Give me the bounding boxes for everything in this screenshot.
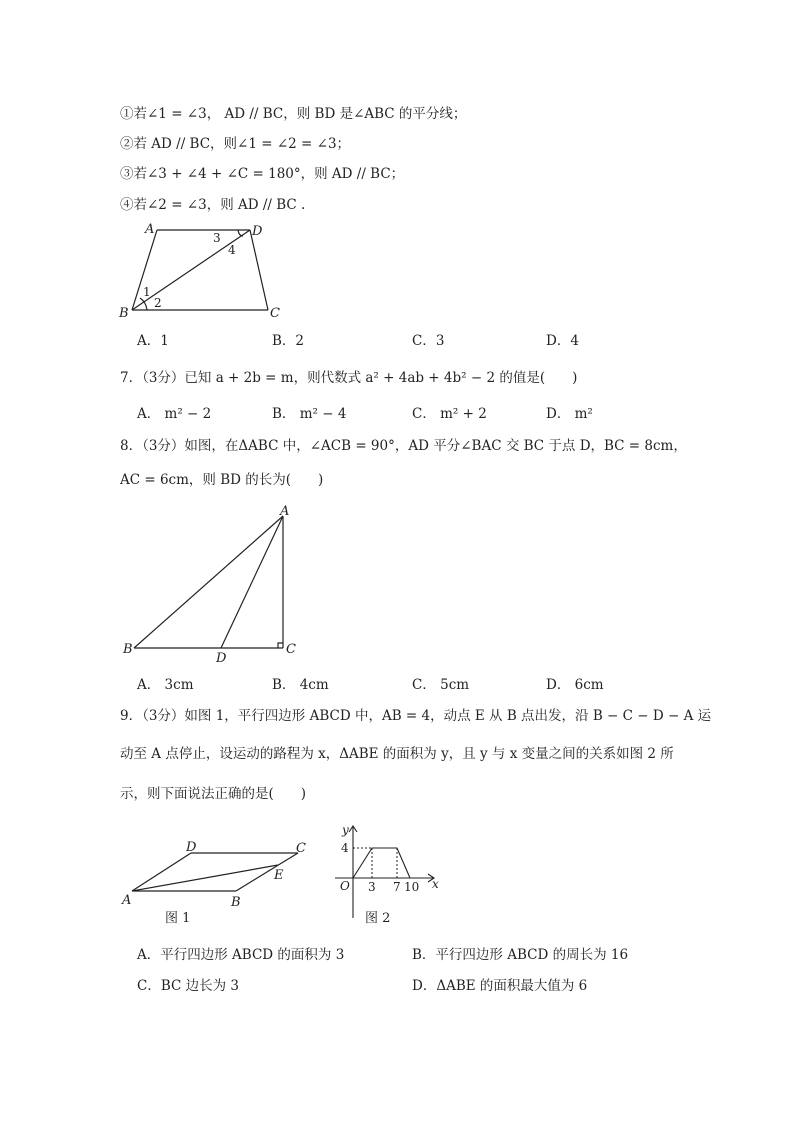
q8-option-d[interactable]: D． 6cm: [546, 677, 604, 693]
right-angle-mark: [278, 643, 283, 648]
segment-dc: [250, 230, 268, 310]
q8-option-b[interactable]: B． 4cm: [272, 677, 329, 693]
tick-label-x10: 10: [404, 880, 420, 894]
tick-label-y4: 4: [341, 841, 349, 855]
origin-label: O: [340, 879, 350, 893]
angle-label-2: 2: [154, 296, 162, 310]
q6-statement-2: ②若 AD // BC，则∠1 = ∠2 = ∠3；: [120, 136, 351, 152]
label-a: A: [122, 893, 132, 908]
q6-option-d[interactable]: D．4: [546, 333, 579, 349]
tick-label-x3: 3: [368, 880, 376, 894]
label-d: D: [186, 840, 197, 855]
q8-stem-line-1: 8．（3分）如图，在ΔABC 中，∠ACB = 90°，AD 平分∠BAC 交 BC 于点 D，BC = 8cm，: [120, 438, 687, 454]
axis-label-x: x: [432, 877, 439, 891]
q6-option-c[interactable]: C．3: [412, 333, 445, 349]
q6-statement-3: ③若∠3 + ∠4 + ∠C = 180°，则 AD // BC；: [120, 166, 405, 182]
q9-stem-line-3: 示，则下面说法正确的是( ): [120, 786, 307, 802]
q9-option-b[interactable]: B．平行四边形 ABCD 的周长为 16: [412, 947, 629, 963]
q8-triangle-figure: [118, 502, 308, 667]
angle-label-1: 1: [143, 285, 151, 299]
q6-statement-1: ①若∠1 = ∠3， AD // BC，则 BD 是∠ABC 的平分线；: [120, 106, 467, 122]
q9-option-c[interactable]: C．BC 边长为 3: [137, 978, 240, 994]
q7-option-b[interactable]: B． m² − 4: [272, 406, 347, 422]
q7-stem: 7．（3分）已知 a + 2b = m，则代数式 a² + 4ab + 4b² − 2 的值是( ): [120, 370, 578, 386]
label-c: C: [296, 841, 306, 856]
q6-trapezoid-figure: [110, 218, 290, 323]
q9-stem-line-2: 动至 A 点停止，设运动的路程为 x，ΔABE 的面积为 y，且 y 与 x 变量之间的关系如图 2 所: [120, 746, 674, 762]
segment-ab: [134, 516, 283, 648]
label-d: D: [252, 224, 263, 239]
q7-option-a[interactable]: A． m² − 2: [137, 406, 212, 422]
q9-stem-line-1: 9．（3分）如图 1，平行四边形 ABCD 中，AB = 4，动点 E 从 B 点出发，沿 B − C − D − A 运: [120, 708, 712, 724]
q9-figure-2-graph: [330, 818, 450, 930]
label-c: C: [270, 306, 280, 321]
label-b: B: [123, 642, 133, 657]
q8-option-c[interactable]: C． 5cm: [412, 677, 470, 693]
figure-1-caption: 图 1: [165, 911, 191, 926]
label-c: C: [286, 642, 296, 657]
graph-line: [353, 848, 410, 878]
q7-option-c[interactable]: C． m² + 2: [412, 406, 487, 422]
label-e: E: [274, 868, 284, 883]
label-b: B: [231, 895, 241, 910]
angle-label-4: 4: [228, 243, 236, 257]
segment-bc: [236, 853, 298, 891]
axis-label-y: y: [342, 823, 349, 837]
q9-figure-1-parallelogram: [118, 836, 318, 931]
q6-option-b[interactable]: B．2: [272, 333, 305, 349]
q9-option-a[interactable]: A．平行四边形 ABCD 的面积为 3: [137, 947, 345, 963]
segment-ad: [221, 516, 283, 648]
q8-option-a[interactable]: A． 3cm: [137, 677, 194, 693]
label-b: B: [119, 306, 129, 321]
q9-option-d[interactable]: D．ΔABE 的面积最大值为 6: [412, 978, 588, 994]
angle-label-3: 3: [213, 231, 221, 245]
q8-stem-line-2: AC = 6cm，则 BD 的长为( ): [120, 472, 324, 488]
label-a: A: [280, 504, 290, 519]
figure-2-caption: 图 2: [365, 911, 391, 926]
q6-statement-4: ④若∠2 = ∠3，则 AD // BC .: [120, 197, 306, 213]
label-d: D: [216, 651, 227, 666]
q6-option-a[interactable]: A．1: [137, 333, 169, 349]
tick-label-x7: 7: [393, 880, 401, 894]
label-a: A: [145, 222, 155, 237]
q7-option-d[interactable]: D． m²: [546, 406, 593, 422]
